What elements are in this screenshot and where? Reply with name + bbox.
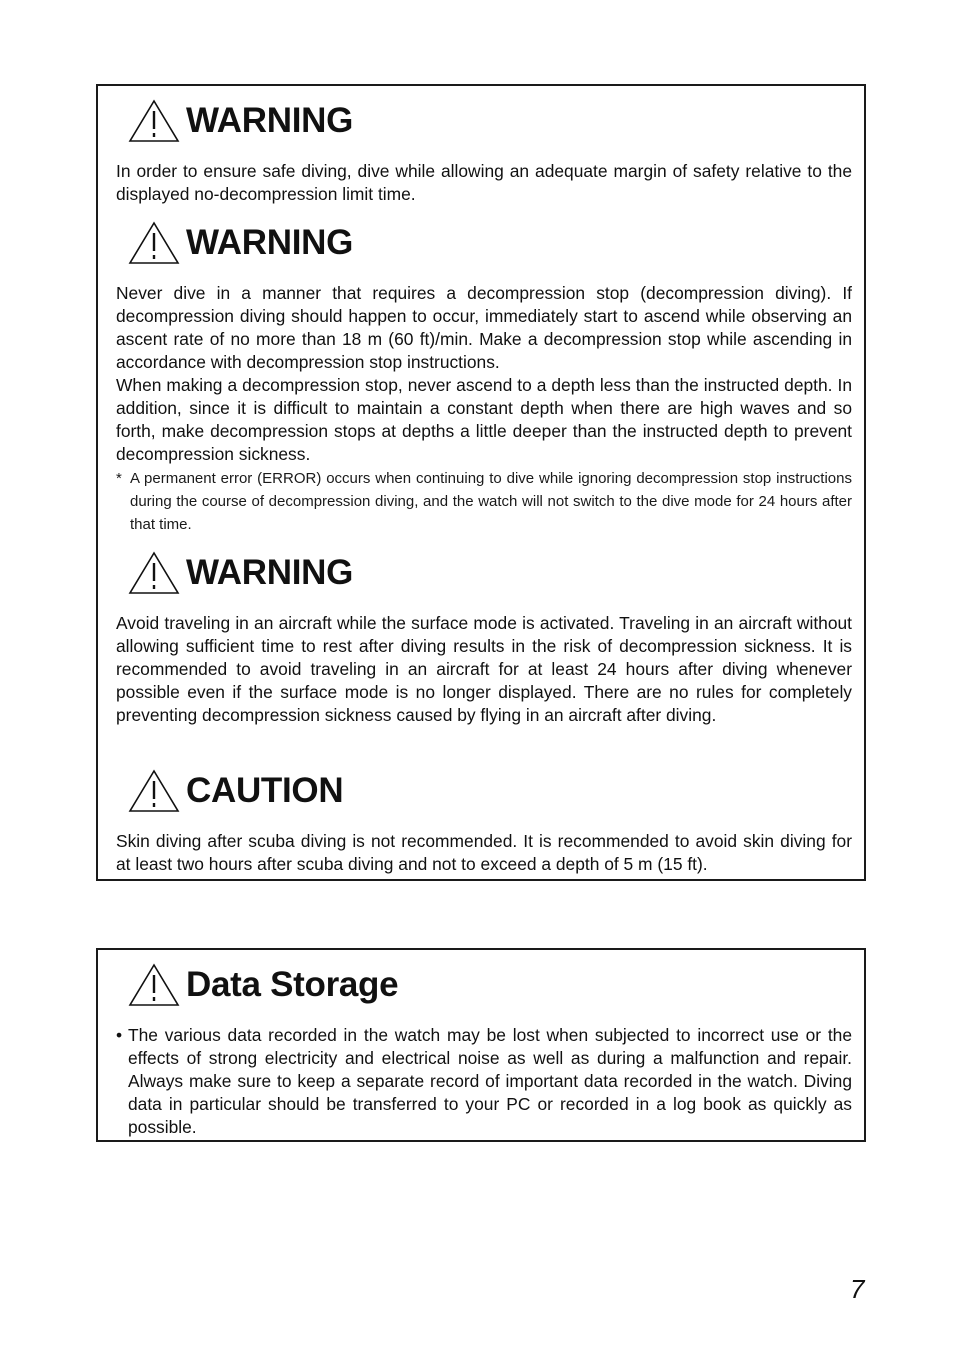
warning-triangle-icon [128, 769, 180, 813]
section-title: CAUTION [186, 771, 344, 810]
section-heading [116, 770, 852, 812]
warning-triangle-icon [128, 221, 180, 265]
bullet-text: The various data recorded in the watch may be lost when subjected to incorrect use or the effects of strong electricity and electrical noise as well as during a malfunction and repair. Always make sure to keep a separate record of important data recorded in the watch. Diving data in particular should be transferred to your PC or recorded in a log book as quickly as possible. [128, 1025, 852, 1137]
section-heading [116, 964, 852, 1006]
section-heading [116, 552, 852, 594]
section-title: WARNING [186, 553, 354, 592]
section-title: Data Storage [186, 965, 399, 1004]
section-text: Skin diving after scuba diving is not recommended. It is recommended to avoid skin diving for at least two hours after scuba diving and not to exceed a depth of 5 m (15 ft). [116, 831, 852, 874]
section-heading [116, 222, 852, 264]
warning-section-3 [116, 552, 852, 727]
warning-section-1 [116, 100, 852, 206]
section-text: Never dive in a manner that requires a decompression stop (decompression diving). If decompression diving should happen to occur, immediately start to ascend while observing an ascent rate of no more than 18 m (60 ft)/min. Make a decompression stop while ascending in accordance with decompression stop instructions. [116, 283, 852, 372]
warning-triangle-icon [128, 963, 180, 1007]
bullet-mark: • [116, 1025, 123, 1045]
section-title: WARNING [186, 223, 354, 262]
data-storage-box [96, 948, 866, 1142]
data-storage-section [116, 964, 852, 1139]
footnote-mark: * [116, 470, 122, 487]
bullet-item [116, 1024, 852, 1139]
section-text: Avoid traveling in an aircraft while the surface mode is activated. Traveling in an aircraft without allowing sufficient time to rest after diving results in the risk of decompression sickness. It is recommended to avoid traveling in an aircraft for at least 24 hours after diving whenever possible even if the surface mode is no longer displayed. There are no rules for completely preventing decompression sickness caused by flying in an aircraft after diving. [116, 613, 852, 725]
page-number: 7 [850, 1274, 865, 1304]
section-title: WARNING [186, 101, 354, 140]
caution-section [116, 770, 852, 876]
section-text: When making a decompression stop, never ascend to a depth less than the instructed depth. In addition, since it is difficult to maintain a constant depth when there are high waves and so forth, make decompression stops at depths a little deeper than the instructed depth to prevent decompression sickness. [116, 375, 852, 464]
section-heading [116, 100, 852, 142]
section-text: In order to ensure safe diving, dive while allowing an adequate margin of safety relative to the displayed no-decompression limit time. [116, 161, 852, 204]
safety-notice-box [96, 84, 866, 881]
warning-triangle-icon [128, 551, 180, 595]
warning-triangle-icon [128, 99, 180, 143]
footnote [116, 467, 852, 536]
warning-section-2 [116, 222, 852, 536]
footnote-text: A permanent error (ERROR) occurs when continuing to dive while ignoring decompression stop instructions during the course of decompression diving, and the watch will not switch to the dive mode for 24 hours after that time. [130, 470, 852, 533]
